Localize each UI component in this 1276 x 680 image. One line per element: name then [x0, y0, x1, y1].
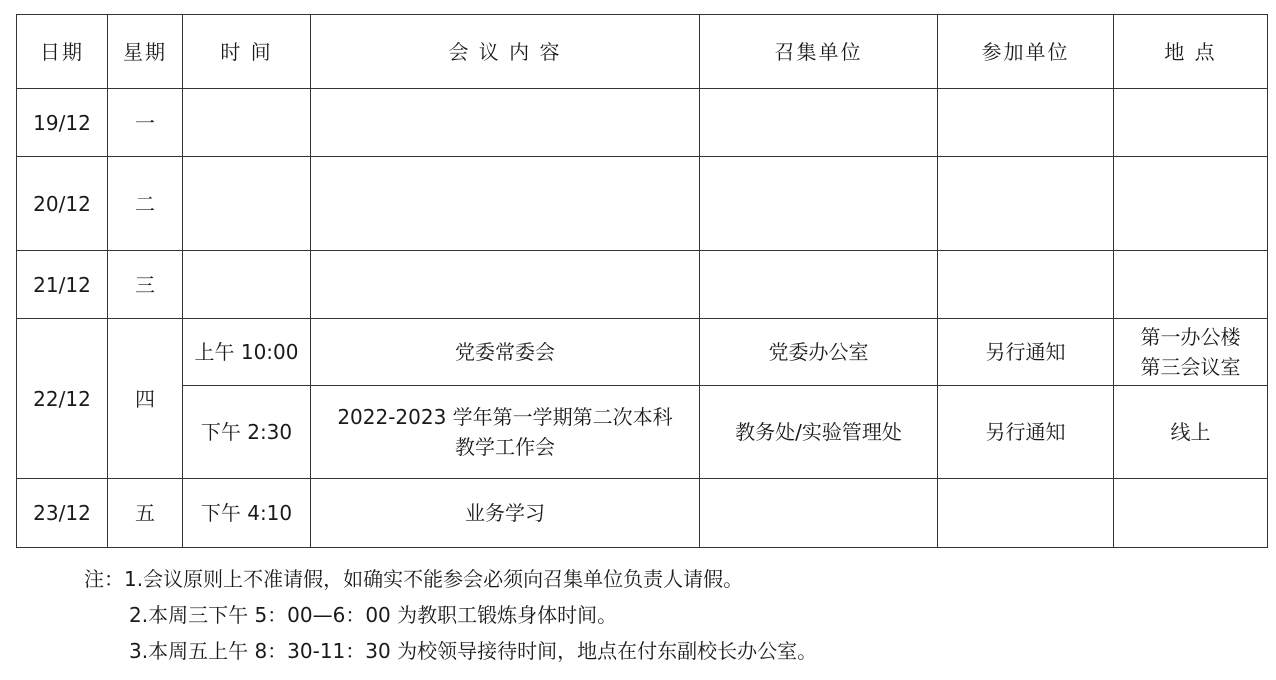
- weekday-cell: 二: [108, 157, 183, 251]
- content-line: 教学工作会: [455, 435, 555, 459]
- location-cell: [1114, 89, 1268, 157]
- date-cell: 21/12: [17, 251, 108, 319]
- location-cell: [1114, 251, 1268, 319]
- location-line: 第三会议室: [1140, 355, 1241, 379]
- header-date: 日期: [17, 15, 108, 89]
- location-cell: 线上: [1114, 386, 1268, 479]
- content-cell: 党委常委会: [311, 319, 700, 386]
- convener-cell: [700, 89, 938, 157]
- header-time: 时 间: [183, 15, 311, 89]
- note-text: 1.会议原则上不准请假，如确实不能参会必须向召集单位负责人请假。: [124, 567, 744, 591]
- participants-cell: [938, 89, 1114, 157]
- header-weekday: 星期: [108, 15, 183, 89]
- time-cell: 上午 10:00: [183, 319, 311, 386]
- content-line: 2022-2023 学年第一学期第二次本科: [337, 405, 673, 429]
- meeting-schedule-table: [16, 14, 1268, 548]
- time-cell: [183, 251, 311, 319]
- table-row: [17, 386, 1268, 479]
- location-cell: [1114, 319, 1268, 386]
- time-cell: 下午 4:10: [183, 479, 311, 548]
- table-row: [17, 89, 1268, 157]
- participants-cell: [938, 479, 1114, 548]
- convener-cell: 教务处/实验管理处: [700, 386, 938, 479]
- note-text: 2.本周三下午 5：00—6：00 为教职工锻炼身体时间。: [129, 603, 618, 627]
- time-cell: [183, 157, 311, 251]
- time-cell: 下午 2:30: [183, 386, 311, 479]
- participants-cell: 另行通知: [938, 319, 1114, 386]
- participants-cell: [938, 251, 1114, 319]
- weekday-cell: 五: [108, 479, 183, 548]
- content-cell: [311, 386, 700, 479]
- header-participants: 参加单位: [938, 15, 1114, 89]
- content-cell: [311, 251, 700, 319]
- table-row: [17, 251, 1268, 319]
- note-item: [84, 561, 817, 597]
- weekday-cell: 三: [108, 251, 183, 319]
- convener-cell: 党委办公室: [700, 319, 938, 386]
- header-location: 地 点: [1114, 15, 1268, 89]
- notes-section: [84, 561, 817, 669]
- weekday-cell: 一: [108, 89, 183, 157]
- time-cell: [183, 89, 311, 157]
- table-row: [17, 157, 1268, 251]
- date-cell: 19/12: [17, 89, 108, 157]
- location-line: 第一办公楼: [1140, 325, 1241, 349]
- date-cell: 20/12: [17, 157, 108, 251]
- convener-cell: [700, 479, 938, 548]
- participants-cell: [938, 157, 1114, 251]
- table-row: [17, 479, 1268, 548]
- notes-label: 注：: [84, 567, 124, 591]
- date-cell: 23/12: [17, 479, 108, 548]
- content-cell: [311, 157, 700, 251]
- content-cell: 业务学习: [311, 479, 700, 548]
- header-row: [17, 15, 1268, 89]
- participants-cell: 另行通知: [938, 386, 1114, 479]
- header-content: 会 议 内 容: [311, 15, 700, 89]
- convener-cell: [700, 251, 938, 319]
- location-cell: [1114, 479, 1268, 548]
- table-row: [17, 319, 1268, 386]
- convener-cell: [700, 157, 938, 251]
- note-item: [84, 633, 817, 669]
- header-convener: 召集单位: [700, 15, 938, 89]
- date-cell: 22/12: [17, 319, 108, 479]
- location-cell: [1114, 157, 1268, 251]
- content-cell: [311, 89, 700, 157]
- note-item: [84, 597, 817, 633]
- note-text: 3.本周五上午 8：30-11：30 为校领导接待时间，地点在付东副校长办公室。: [129, 639, 818, 663]
- weekday-cell: 四: [108, 319, 183, 479]
